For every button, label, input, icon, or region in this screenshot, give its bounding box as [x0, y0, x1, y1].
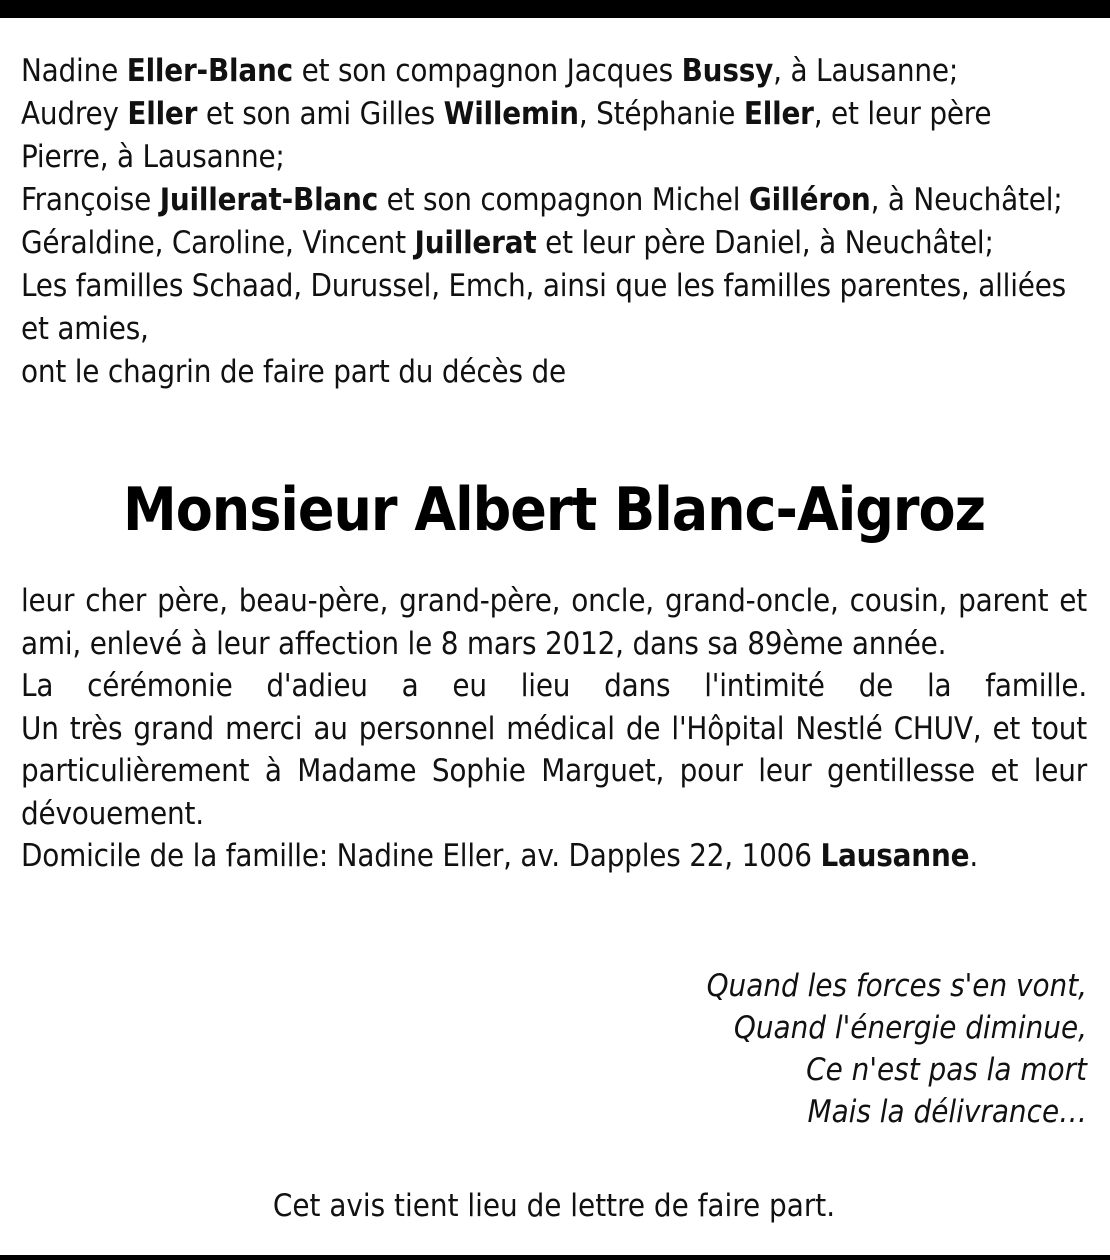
text-segment: et son ami Gilles — [197, 96, 444, 132]
family-surname: Juillerat — [414, 225, 537, 261]
family-list — [21, 50, 1087, 394]
announcement-line: ont le chagrin de faire part du décès de — [21, 354, 566, 390]
family-line-3 — [21, 179, 1087, 222]
domicile-address: Domicile de la famille: Nadine Eller, av. Dapples 22, 1006 — [21, 838, 821, 874]
family-surname: Eller — [127, 96, 198, 132]
family-domicile — [21, 835, 1087, 878]
poem-verse: Mais la délivrance… — [807, 1094, 1087, 1130]
deceased-name-heading: Monsieur Albert Blanc-Aigroz — [122, 475, 985, 545]
text-segment: Françoise — [21, 182, 160, 218]
text-segment: , à Lausanne; — [773, 53, 959, 89]
family-surname: Juillerat-Blanc — [159, 182, 379, 218]
family-surname: Bussy — [681, 53, 774, 89]
family-surname: Eller-Blanc — [126, 53, 293, 89]
top-border-rule — [0, 0, 1110, 18]
domicile-punctuation: . — [969, 838, 978, 874]
notice-body — [21, 580, 1087, 878]
domicile-city: Lausanne — [820, 838, 970, 874]
family-surname: Gilléron — [748, 182, 871, 218]
text-segment: Nadine — [21, 53, 127, 89]
text-segment: et leur père Daniel, à Neuchâtel; — [536, 225, 994, 261]
text-segment: Audrey — [21, 96, 128, 132]
family-surname: Eller — [743, 96, 814, 132]
poem-verse: Ce n'est pas la mort — [806, 1052, 1087, 1088]
bottom-border-rule — [0, 1255, 1110, 1260]
poem-verse: Quand les forces s'en vont, — [706, 968, 1087, 1004]
poem-verse: Quand l'énergie diminue, — [733, 1010, 1087, 1046]
text-segment: , à Neuchâtel; — [870, 182, 1063, 218]
family-line-2 — [21, 93, 1087, 179]
text-segment: , Stéphanie — [578, 96, 744, 132]
tribute-paragraph: leur cher père, beau-père, grand-père, oncle, grand-oncle, cousin, parent et ami, enlevé à leur affection le 8 mars 2012, dans sa 89ème année. — [21, 583, 1087, 662]
text-segment: et son compagnon Jacques — [292, 53, 682, 89]
family-line-1 — [21, 50, 1087, 93]
family-line-5: Les familles Schaad, Durussel, Emch, ainsi que les familles parentes, alliées et amies, — [21, 268, 1067, 347]
family-surname: Willemin — [443, 96, 579, 132]
ceremony-paragraph: La cérémonie d'adieu a eu lieu dans l'intimité de la famille. — [21, 668, 1087, 704]
thanks-paragraph: Un très grand merci au personnel médical de l'Hôpital Nestlé CHUV, et tout particulièrement à Madame Sophie Marguet, pour leur gentillesse et leur dévouement. — [21, 710, 1087, 832]
text-segment: , et leur père Pierre, à Lausanne; — [21, 96, 992, 175]
closing-note: Cet avis tient lieu de lettre de faire part. — [272, 1188, 836, 1224]
text-segment: et son compagnon Michel — [378, 182, 749, 218]
text-segment: Géraldine, Caroline, Vincent — [21, 225, 415, 261]
poem — [707, 965, 1087, 1133]
obituary-notice — [21, 50, 1087, 1224]
family-line-4 — [21, 222, 1087, 265]
